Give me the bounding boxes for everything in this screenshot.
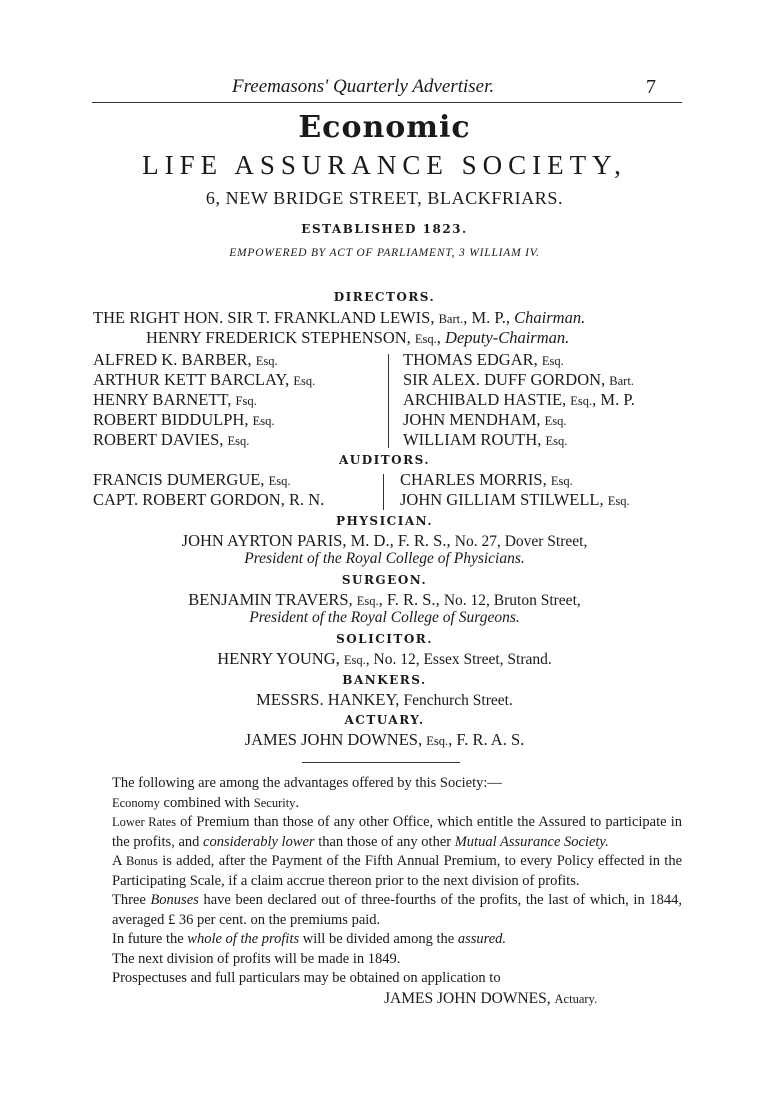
auditors-divider (383, 474, 384, 510)
bankers-heading: BANKERS. (342, 673, 427, 687)
director-right-3: ARCHIBALD HASTIE, Esq., M. P. (403, 390, 635, 409)
solicitor-honor: Esq. (343, 653, 366, 667)
bankers-line (0, 690, 769, 710)
prospectus-paragraph: Prospectuses and full particulars may be obtained on application to (112, 970, 501, 986)
surgeon-honor: Esq. (356, 594, 379, 608)
signature-name: JAMES JOHN DOWNES, (384, 989, 555, 1007)
auditors-heading: AUDITORS. (338, 453, 431, 467)
section-rule (302, 762, 460, 763)
bonus-paragraph: A Bonus is added, after the Payment of the Fifth Annual Premium, to every Policy effected in the Participating Scale, if a claim accrue thereon prior to the next division of profits. (112, 853, 683, 889)
solicitor-heading: SOLICITOR. (336, 632, 433, 646)
physician-name: JOHN AYRTON PARIS, M. D., F. R. S., (181, 531, 455, 550)
society-name: LIFE ASSURANCE SOCIETY, (142, 150, 627, 180)
director-left-5: ROBERT DAVIES, Esq. (93, 430, 250, 449)
director-left-4: ROBERT BIDDULPH, Esq. (93, 410, 275, 429)
bankers-name: MESSRS. HANKEY, (256, 690, 404, 709)
directors-heading: DIRECTORS. (333, 290, 436, 304)
actuary-heading: ACTUARY. (344, 713, 425, 727)
intro-paragraph: The following are among the advantages offered by this Society:— (112, 775, 502, 791)
chairman-role: Chairman. (514, 308, 586, 327)
empowered-line: EMPOWERED BY ACT OF PARLIAMENT, 3 WILLIAM IV. (229, 247, 540, 259)
physician-address: No. 27, Dover Street, (454, 533, 588, 550)
director-right-5: WILLIAM ROUTH, Esq. (403, 430, 568, 449)
lower-rates-paragraph: Lower Rates of Premium than those of any other Office, which entitle the Assured to participate in the profits, and considerably lower than those of any other Mutual Assurance Society. (112, 814, 682, 850)
chairman-honor: Bart. (438, 312, 464, 326)
actuary-honor: Esq. (426, 734, 449, 748)
solicitor-name: HENRY YOUNG, (217, 649, 344, 668)
deputy-name: HENRY FREDERICK STEPHENSON, (146, 328, 415, 347)
director-left-1: ALFRED K. BARBER, Esq. (93, 350, 278, 369)
deputy-honor: Esq. (414, 332, 437, 346)
bankers-address: Fenchurch Street. (403, 692, 513, 709)
chairman-line (93, 308, 585, 328)
actuary-line (0, 730, 769, 750)
society-address: 6, NEW BRIDGE STREET, BLACKFRIARS. (205, 188, 564, 208)
society-name-gothic: Economic (298, 110, 471, 145)
physician-heading: PHYSICIAN. (335, 514, 434, 528)
actuary-name: JAMES JOHN DOWNES, (244, 730, 427, 749)
director-left-2: ARTHUR KETT BARCLAY, Esq. (93, 370, 316, 389)
header-rule (92, 102, 682, 103)
deputy-role: Deputy-Chairman. (445, 328, 570, 347)
actuary-rest: , F. R. A. S. (448, 730, 525, 749)
body-text (94, 774, 682, 1009)
auditor-right-1: CHARLES MORRIS, Esq. (400, 470, 573, 489)
deputy-rest: , (436, 328, 446, 347)
surgeon-address: No. 12, Bruton Street, (443, 592, 581, 609)
surgeon-line (0, 590, 769, 610)
director-right-2: SIR ALEX. DUFF GORDON, Bart. (403, 370, 634, 389)
physician-line (0, 531, 769, 551)
chairman-name: THE RIGHT HON. SIR T. FRANKLAND LEWIS, (93, 308, 439, 327)
established: ESTABLISHED 1823. (301, 222, 468, 236)
director-left-3: HENRY BARNETT, Fsq. (93, 390, 257, 409)
physician-title: President of the Royal College of Physicians. (244, 550, 525, 567)
running-title: Freemasons' Quarterly Advertiser. (232, 76, 495, 97)
economy-paragraph: Economy combined with Security. (112, 794, 300, 811)
signature-title: Actuary. (554, 991, 598, 1006)
director-right-4: JOHN MENDHAM, Esq. (403, 410, 567, 429)
chairman-rest: , M. P., (463, 308, 515, 327)
auditor-left-2: CAPT. ROBERT GORDON, R. N. (93, 490, 325, 509)
solicitor-line (0, 649, 769, 669)
surgeon-heading: SURGEON. (341, 573, 428, 587)
surgeon-rest: , F. R. S., (378, 590, 444, 609)
next-division-paragraph: The next division of profits will be made in 1849. (112, 950, 401, 967)
surgeon-name: BENJAMIN TRAVERS, (188, 590, 357, 609)
surgeon-title: President of the Royal College of Surgeons. (249, 609, 520, 626)
future-profits-paragraph: In future the whole of the profits will be divided among the assured. (112, 931, 507, 947)
directors-divider (388, 354, 389, 448)
bonuses-paragraph: Three Bonuses have been declared out of three-fourths of the profits, the last of which, in 1844, averaged £ 36 per cent. on the premiums paid. (112, 892, 682, 928)
signature-line (94, 989, 682, 1010)
deputy-line (146, 328, 569, 348)
auditor-right-2: JOHN GILLIAM STILWELL, Esq. (400, 490, 630, 509)
page-number: 7 (646, 76, 656, 98)
director-right-1: THOMAS EDGAR, Esq. (403, 350, 564, 369)
solicitor-address: , No. 12, Essex Street, Strand. (365, 651, 552, 668)
auditor-left-1: FRANCIS DUMERGUE, Esq. (93, 470, 291, 489)
